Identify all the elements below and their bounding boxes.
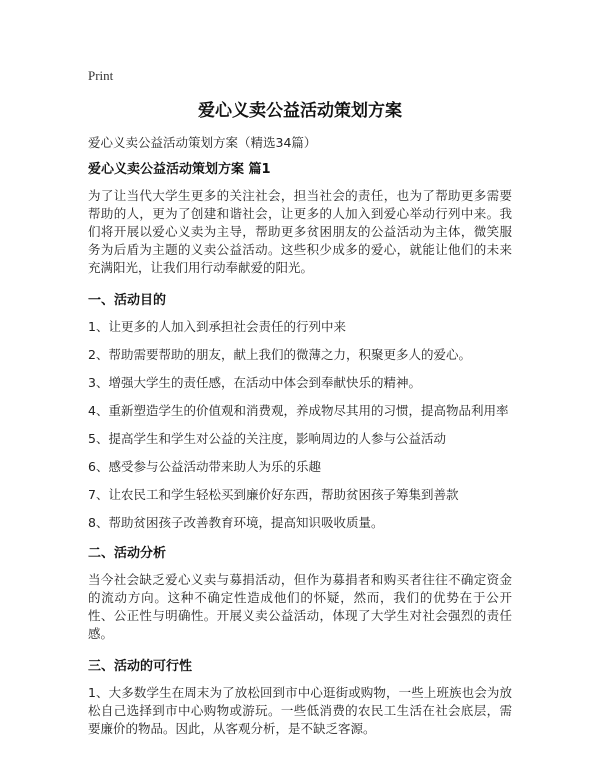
goals-heading: 一、活动目的 (88, 293, 167, 308)
page-subtitle: 爱心义卖公益活动策划方案（精选34篇） (88, 135, 317, 150)
intro-paragraph: 为了让当代大学生更多的关注社会，担当社会的责任，也为了帮助更多需要帮助的人，更为了创建和谐社会，让更多的人加入到爱心举动行列中来。我们将开展以爱心义卖为主导，帮助更多贫困朋友的公益活动为主体，微笑服务为后盾为主题的义卖公益活动。这些积少成多的爱心，就能让他们的未来充满阳光，让我们用行动奉献爱的阳光。 (88, 188, 512, 275)
goal-item: 3、增强大学生的责任感，在活动中体会到奉献快乐的精神。 (88, 375, 421, 390)
feasibility-paragraph: 1、大多数学生在周末为了放松回到市中心逛街或购物，一些上班族也会为放松自己选择到市中心购物或游玩。一些低消费的农民工生活在社会底层，需要廉价的物品。因此，从客观分析，是不缺乏客源。 (88, 685, 512, 736)
goal-item: 4、重新塑造学生的价值观和消费观，养成物尽其用的习惯，提高物品利用率 (88, 403, 509, 418)
goal-item: 2、帮助需要帮助的朋友，献上我们的微薄之力，积聚更多人的爱心。 (88, 347, 471, 362)
feasibility-heading: 三、活动的可行性 (88, 659, 193, 674)
analysis-paragraph: 当今社会缺乏爱心义卖与募捐活动，但作为募捐者和购买者往往不确定资金的流动方向。这种不确定性造成他们的怀疑，然而，我们的优势在于公开性、公正性与明确性。开展义卖公益活动，体现了大学生对社会强烈的责任感。 (88, 572, 512, 641)
article-body (88, 160, 512, 750)
goal-item: 7、让农民工和学生轻松买到廉价好东西，帮助贫困孩子筹集到善款 (88, 487, 459, 502)
goal-item: 1、让更多的人加入到承担社会责任的行列中来 (88, 319, 346, 334)
page-title: 爱心义卖公益活动策划方案 (198, 101, 402, 121)
goal-item: 5、提高学生和学生对公益的关注度，影响周边的人参与公益活动 (88, 431, 446, 446)
goal-item: 6、感受参与公益活动带来助人为乐的乐趣 (88, 459, 321, 474)
print-link[interactable]: Print (88, 68, 114, 83)
goal-item: 8、帮助贫困孩子改善教育环境，提高知识吸收质量。 (88, 515, 384, 530)
section-title: 爱心义卖公益活动策划方案 篇1 (88, 162, 271, 177)
analysis-heading: 二、活动分析 (88, 546, 167, 561)
